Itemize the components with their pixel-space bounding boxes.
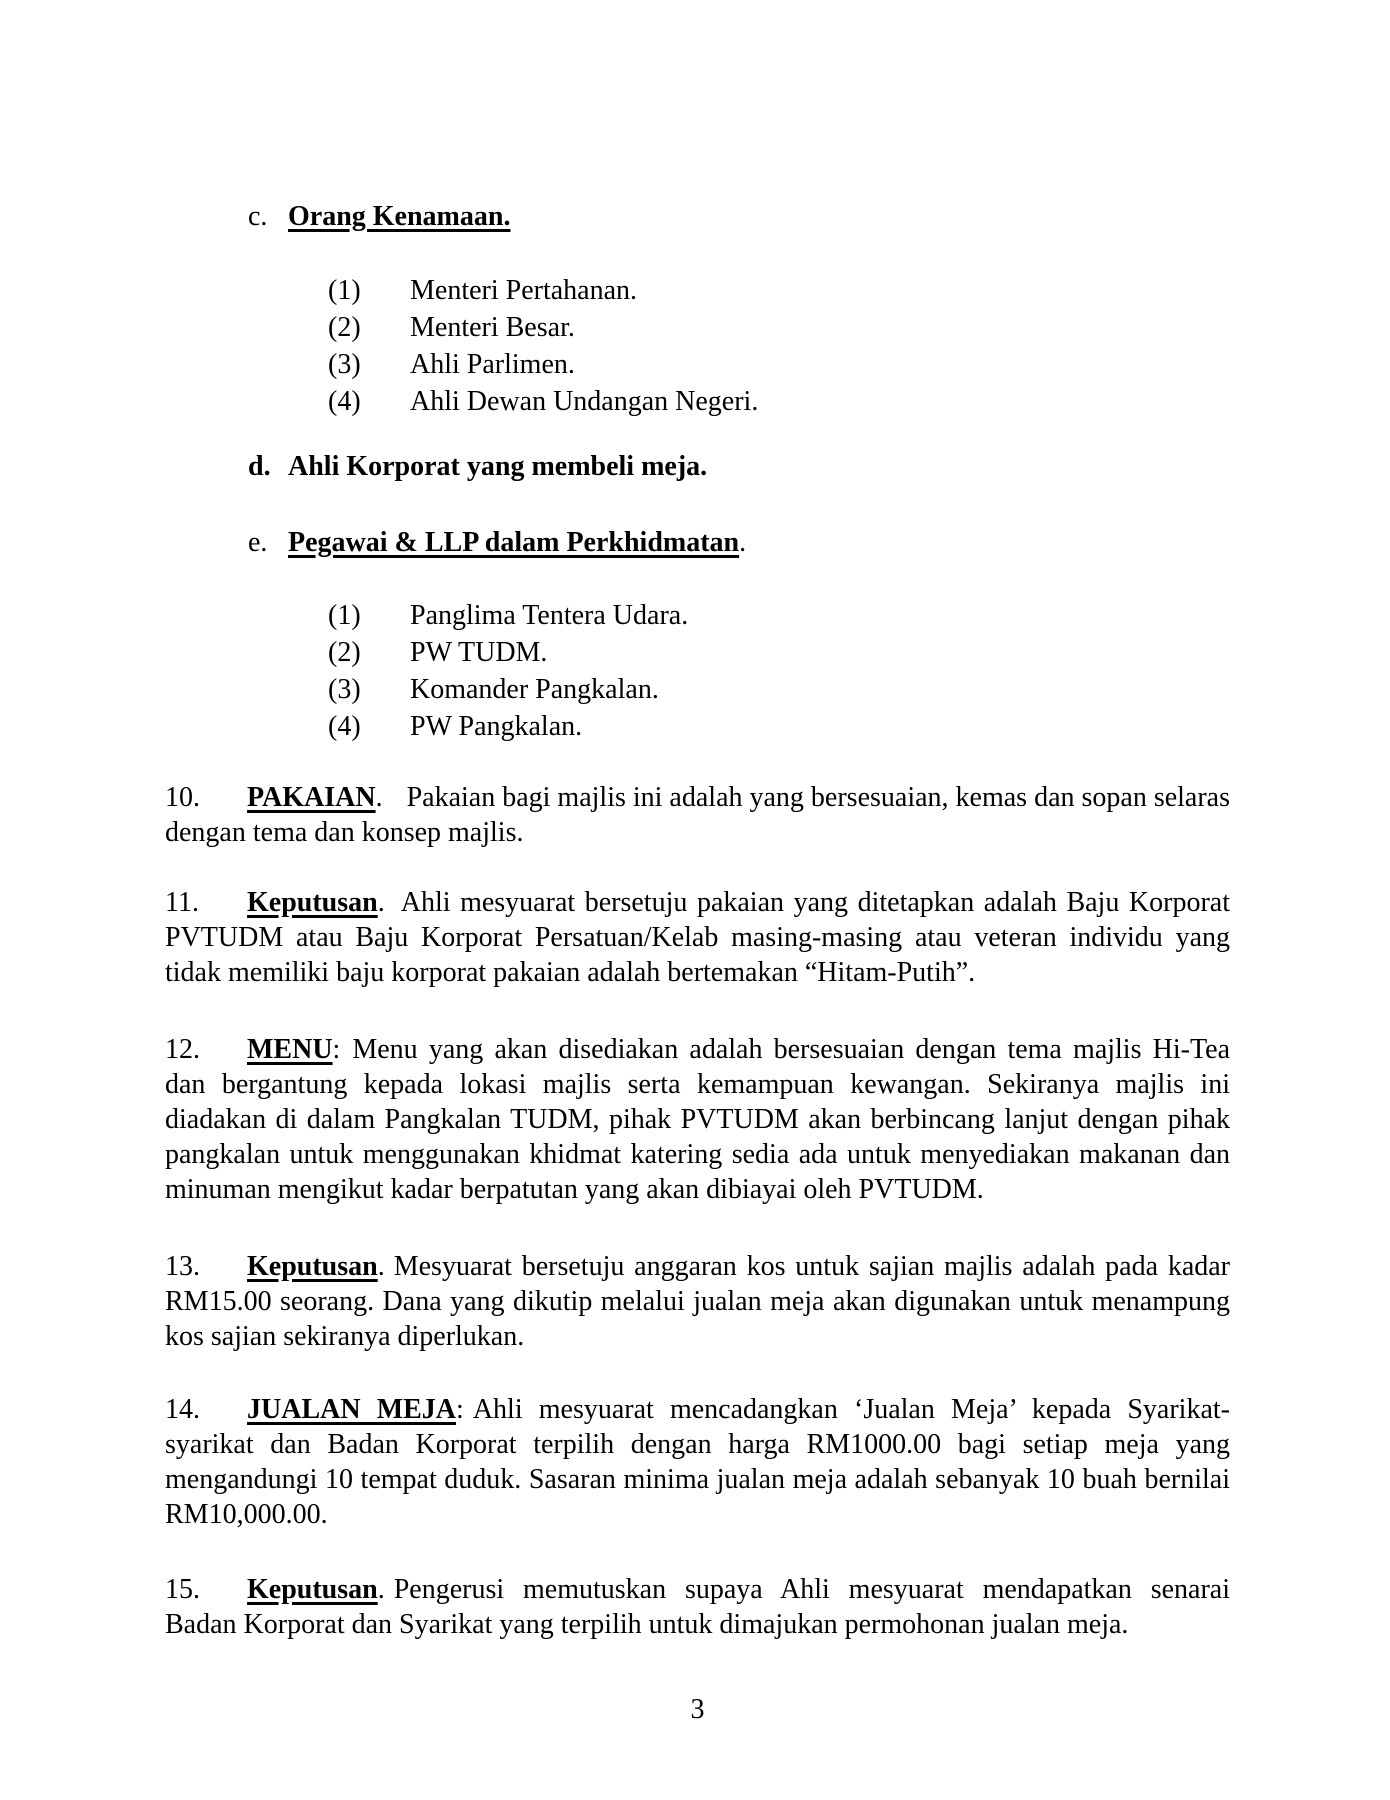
paragraph-14	[165, 1392, 1230, 1532]
list-item	[165, 272, 1230, 309]
paragraph-text: Ahli mesyuarat mencadangkan ‘Jualan Meja’ kepada Syarikat-syarikat dan Badan Korporat terpilih dengan harga RM1000.00 bagi setiap meja yang mengandungi 10 tempat duduk. Sasaran minima jualan meja adalah sebanyak 10 buah bernilai RM10,000.00.	[165, 1394, 1230, 1530]
paragraph-text: Menu yang akan disediakan adalah bersesuaian dengan tema majlis Hi-Tea dan bergantung kepada lokasi majlis serta kemampuan kewangan. Sekiranya majlis ini diadakan di dalam Pangkalan TUDM, pihak PVTUDM akan berbincang lanjut dengan pihak pangkalan untuk menggunakan khidmat katering sedia ada untuk menyediakan makanan dan minuman mengikut kadar berpatutan yang akan dibiayai oleh PVTUDM.	[165, 1034, 1230, 1205]
paragraph-heading-punct: :	[456, 1394, 464, 1425]
outline-title: Pegawai & LLP dalam Perkhidmatan	[288, 527, 740, 558]
list-item-text: Komander Pangkalan.	[410, 674, 659, 705]
outline-item-c	[165, 199, 1230, 234]
paragraph-heading-punct: .	[375, 782, 383, 813]
list-item-text: Panglima Tentera Udara.	[410, 600, 689, 631]
paragraph-text: Ahli mesyuarat bersetuju pakaian yang ditetapkan adalah Baju Korporat PVTUDM atau Baju Korporat Persatuan/Kelab masing-masing atau veteran individu yang tidak memiliki baju korporat pakaian adalah bertemakan “Hitam-Putih”.	[165, 887, 1230, 988]
list-item	[165, 309, 1230, 346]
outline-label: d.	[248, 451, 271, 482]
list-item	[165, 708, 1230, 745]
list-item	[165, 346, 1230, 383]
list-item-number: (2)	[328, 637, 361, 668]
document-content	[0, 199, 1390, 1727]
list-item	[165, 597, 1230, 634]
paragraph-11	[165, 885, 1230, 990]
list-item-text: Ahli Dewan Undangan Negeri.	[410, 386, 759, 417]
outline-item-e	[165, 525, 1230, 560]
list-item	[165, 383, 1230, 420]
outline-title: Ahli Korporat yang membeli meja.	[288, 451, 708, 482]
paragraph-heading: MENU	[247, 1034, 333, 1065]
list-item-number: (1)	[328, 275, 361, 306]
paragraph-heading-punct: .	[377, 887, 385, 918]
list-item-number: (1)	[328, 600, 361, 631]
paragraph-15	[165, 1572, 1230, 1642]
paragraph-number: 14.	[165, 1394, 200, 1425]
paragraph-heading: Keputusan	[247, 1251, 378, 1282]
paragraph-heading-punct: .	[377, 1251, 385, 1282]
page-number: 3	[690, 1694, 705, 1725]
list-item-number: (2)	[328, 312, 361, 343]
list-c	[165, 272, 1230, 420]
paragraph-12	[165, 1032, 1230, 1207]
list-item-text: Menteri Pertahanan.	[410, 275, 638, 306]
paragraph-13	[165, 1249, 1230, 1354]
paragraph-10	[165, 780, 1230, 850]
paragraph-heading: Keputusan	[247, 1574, 378, 1605]
paragraph-number: 12.	[165, 1034, 200, 1065]
paragraph-text: Mesyuarat bersetuju anggaran kos untuk sajian majlis adalah pada kadar RM15.00 seorang. Dana yang dikutip melalui jualan meja akan digunakan untuk menampung kos sajian sekiranya diperlukan.	[165, 1251, 1230, 1352]
outline-title: Orang Kenamaan.	[288, 201, 511, 232]
paragraph-number: 15.	[165, 1574, 200, 1605]
list-e	[165, 597, 1230, 745]
list-item-number: (4)	[328, 386, 361, 417]
paragraph-number: 10.	[165, 782, 200, 813]
list-item-number: (3)	[328, 674, 361, 705]
outline-title-punct: .	[739, 527, 747, 558]
paragraph-heading: Keputusan	[247, 887, 378, 918]
outline-item-d	[165, 449, 1230, 484]
paragraph-text: Pengerusi memutuskan supaya Ahli mesyuarat mendapatkan senarai Badan Korporat dan Syarikat yang terpilih untuk dimajukan permohonan jualan meja.	[165, 1574, 1230, 1640]
list-item	[165, 634, 1230, 671]
paragraph-heading-punct: .	[377, 1574, 385, 1605]
paragraph-heading: PAKAIAN	[247, 782, 376, 813]
list-item-text: PW TUDM.	[410, 637, 548, 668]
list-item-number: (3)	[328, 349, 361, 380]
list-item-text: Menteri Besar.	[410, 312, 575, 343]
paragraph-text: Pakaian bagi majlis ini adalah yang bersesuaian, kemas dan sopan selaras dengan tema dan konsep majlis.	[165, 782, 1230, 848]
list-item	[165, 671, 1230, 708]
paragraph-heading: JUALAN MEJA	[247, 1394, 457, 1425]
list-item-text: PW Pangkalan.	[410, 711, 583, 742]
outline-label: c.	[248, 201, 268, 232]
paragraph-heading-punct: :	[332, 1034, 341, 1065]
paragraph-number: 11.	[165, 887, 199, 918]
paragraph-number: 13.	[165, 1251, 200, 1282]
list-item-text: Ahli Parlimen.	[410, 349, 575, 380]
list-item-number: (4)	[328, 711, 361, 742]
outline-label: e.	[248, 527, 268, 558]
